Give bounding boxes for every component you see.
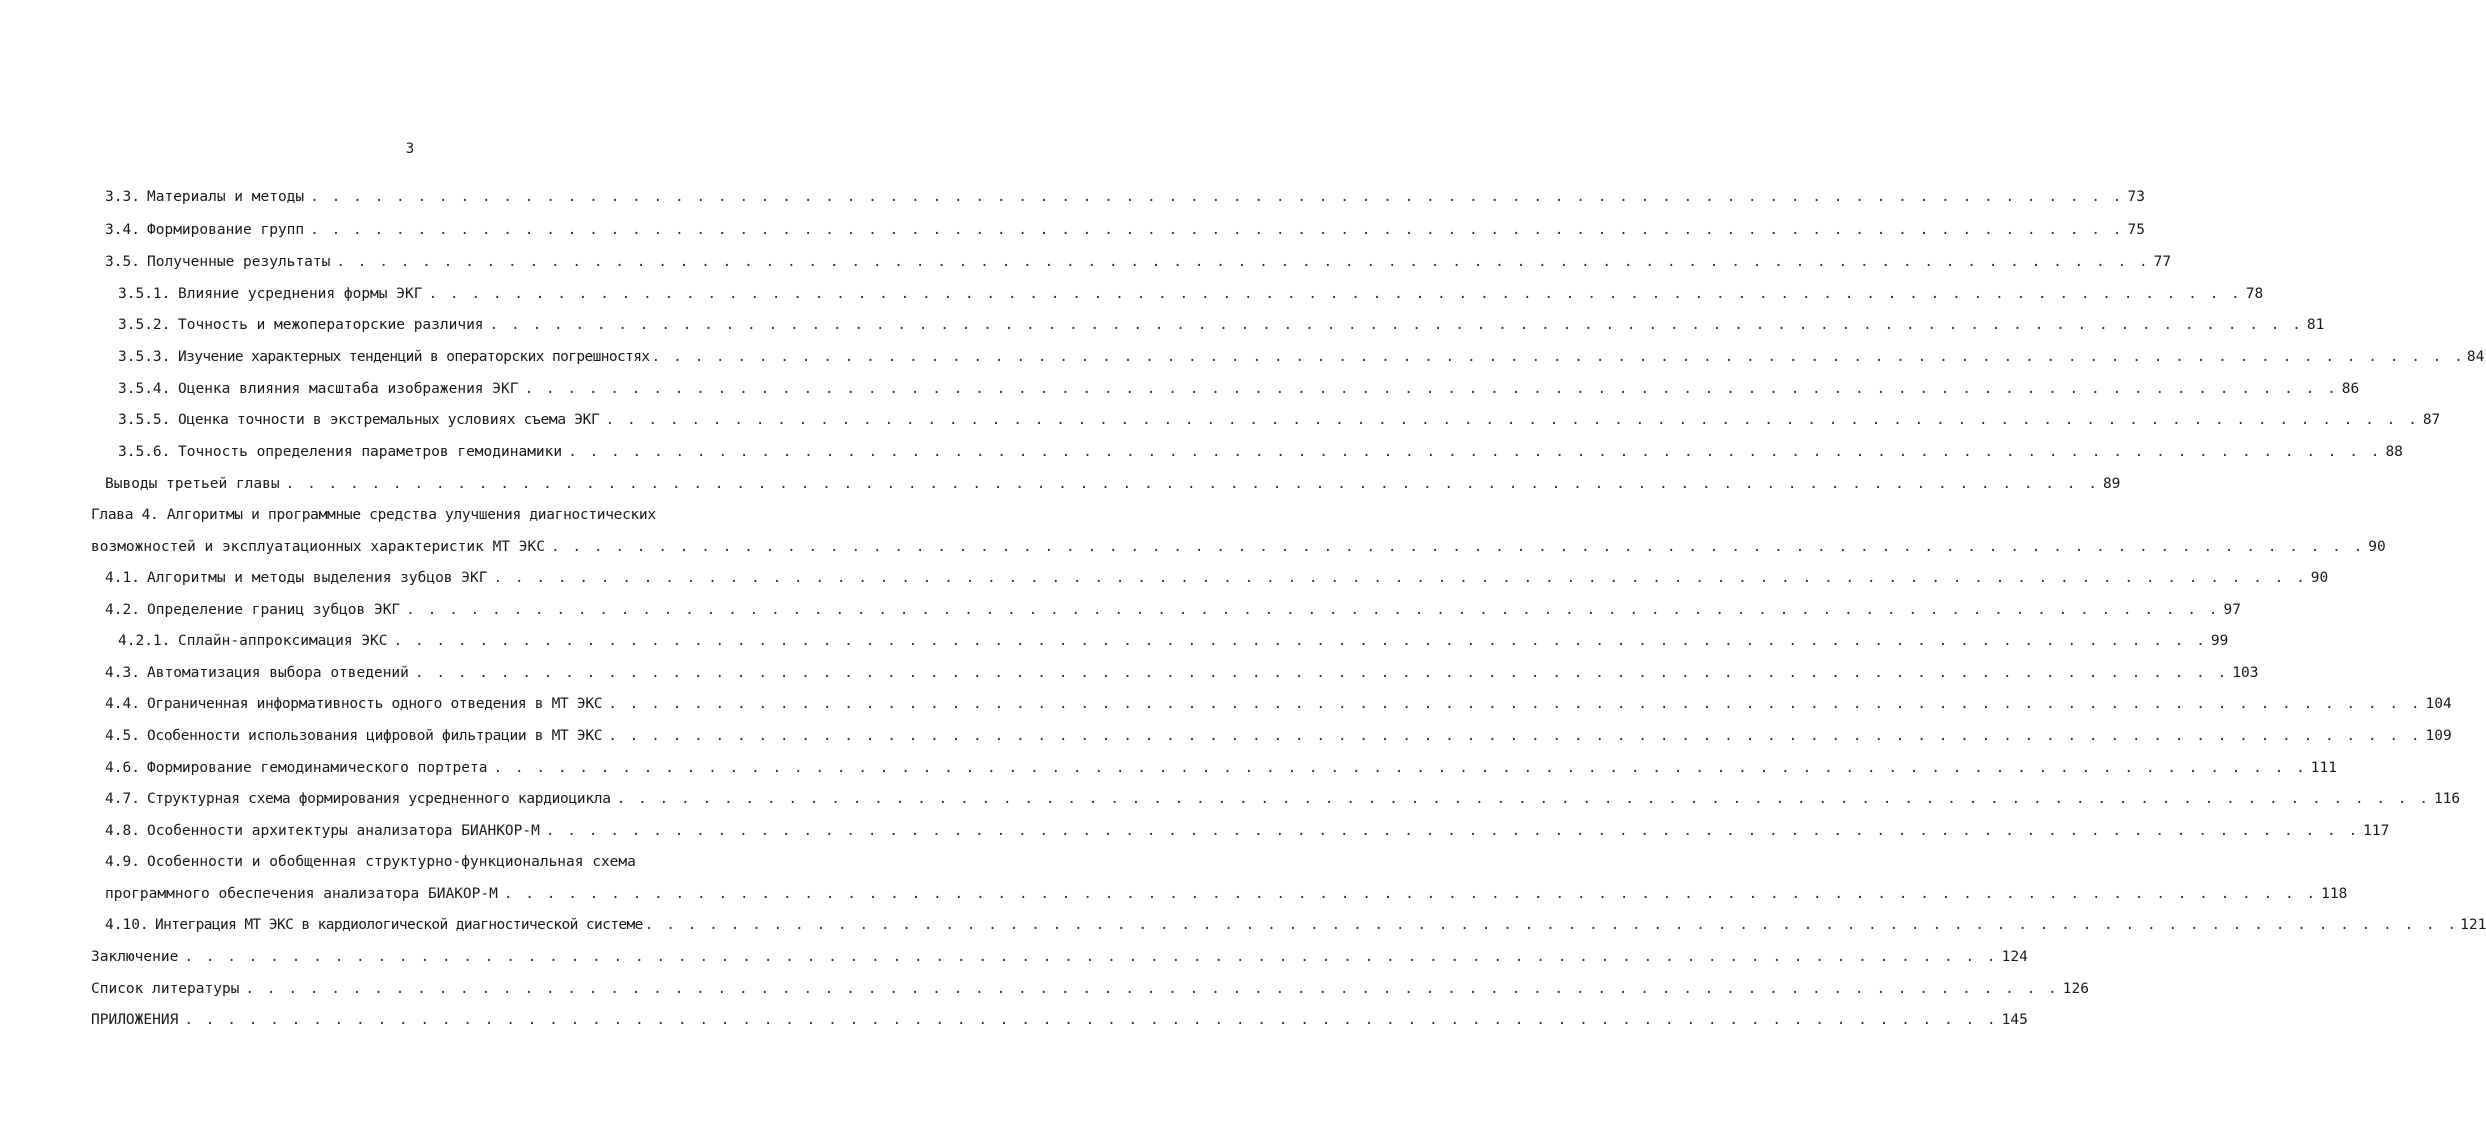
toc-entry: [105, 724, 2452, 748]
toc-entry-title: Формирование групп: [147, 222, 305, 238]
toc-entry: [105, 882, 2348, 906]
toc-entry-page: 89: [2102, 476, 2121, 492]
toc-entry-number: 4.2.1.: [118, 633, 171, 649]
toc-entry: [91, 945, 2028, 969]
toc-entry-page: 99: [2210, 633, 2229, 649]
toc-entry-page: 118: [2321, 886, 2348, 902]
toc-entry: [118, 282, 2264, 306]
toc-entry-title: Сплайн-аппроксимация ЭКС: [178, 633, 388, 649]
dot-leader: [617, 787, 2430, 811]
toc-entry-title: Структурная схема формирования усредненного кардиоцикла: [147, 791, 611, 807]
toc-entry-number: 4.4.: [105, 696, 140, 712]
dot-leader: [504, 882, 2317, 906]
chapter-title: Глава 4. Алгоритмы и программные средства улучшения диагностических: [91, 507, 656, 523]
toc-entry-title: Оценка влияния масштаба изображения ЭКГ: [178, 381, 519, 397]
toc-entry-page: 90: [2310, 570, 2329, 586]
dot-leader: [608, 692, 2421, 716]
toc-entry: [105, 250, 2172, 274]
toc-entry: [105, 566, 2329, 590]
toc-entry-page: 109: [2425, 728, 2452, 744]
toc-entry-number: 3.5.6.: [118, 444, 171, 460]
toc-entry-title: Особенности архитектуры анализатора БИАНКОР-М: [147, 823, 540, 839]
toc-entry-page: 124: [2001, 949, 2028, 965]
dot-leader: [490, 313, 2303, 337]
toc-entry-title: Автоматизация выбора отведений: [147, 665, 409, 681]
toc-entry-title: ПРИЛОЖЕНИЯ: [91, 1012, 179, 1028]
toc-entry-number: 4.8.: [105, 823, 140, 839]
toc-entry-title: Определение границ зубцов ЭКГ: [147, 602, 401, 618]
toc-entry-title: Изучение характерных тенденций в операторских погрешностях: [178, 349, 650, 365]
dot-leader: [645, 913, 2458, 937]
toc-entry-number: 3.4.: [105, 222, 140, 238]
dot-leader: [310, 218, 2123, 242]
toc-entry-page: 77: [2153, 254, 2172, 270]
toc-entry: [91, 977, 2089, 1001]
toc-entry-page: 97: [2223, 602, 2241, 618]
toc-entry-number: 4.3.: [105, 665, 140, 681]
toc-entry: [118, 440, 2403, 464]
dot-leader: [286, 472, 2099, 496]
toc-entry-page: 81: [2306, 317, 2325, 333]
toc-entry-title: Точность и межоператорские различия: [178, 317, 484, 333]
dot-leader: [608, 724, 2421, 748]
toc-entry-title: Интеграция МТ ЭКС в кардиологической диагностической системе: [155, 917, 643, 933]
toc-entry-page: 73: [2127, 189, 2145, 205]
toc-entry-page: 104: [2425, 696, 2452, 712]
dot-leader: [428, 282, 2241, 306]
toc-entry-page: 117: [2363, 823, 2390, 839]
toc-entry-title: Ограниченная информативность одного отведения в МТ ЭКС: [147, 696, 603, 712]
toc-entry-number: 3.5.1.: [118, 286, 171, 302]
dot-leader: [652, 345, 2465, 369]
toc-entry-number: 4.1.: [105, 570, 140, 586]
toc-entry-title: Влияние усреднения формы ЭКГ: [178, 286, 423, 302]
toc-entry-page: 86: [2341, 381, 2360, 397]
toc-entry-page: 78: [2245, 286, 2264, 302]
toc-entry-title: Формирование гемодинамического портрета: [147, 760, 488, 776]
toc-entry: [91, 535, 2386, 559]
toc-entry: [91, 1008, 2028, 1032]
toc-entry: [105, 787, 2461, 811]
toc-entry-number: 4.2.: [105, 602, 140, 618]
toc-entry-number: 4.10.: [105, 917, 149, 933]
toc-entry-page: 121: [2460, 917, 2486, 933]
toc-entry-title: Выводы третьей главы: [105, 476, 280, 492]
toc-entry-page: 111: [2310, 760, 2337, 776]
toc-entry-page: 145: [2001, 1012, 2028, 1028]
toc-entry-page: 90: [2368, 539, 2386, 555]
toc-entry-page: 126: [2062, 981, 2089, 997]
toc-entry: [105, 913, 2486, 937]
toc-entry: [105, 692, 2452, 716]
page-number: 3: [405, 141, 415, 157]
toc-entry: [105, 472, 2121, 496]
toc-entry-page: 116: [2433, 791, 2461, 807]
toc-entry-title: Заключение: [91, 949, 179, 965]
toc-entry-title: Список литературы: [91, 981, 240, 997]
toc-entry-number: 3.5.5.: [118, 412, 171, 428]
dot-leader: [493, 756, 2306, 780]
toc-entry: [105, 598, 2241, 622]
dot-leader: [568, 440, 2381, 464]
toc-entry-number: 4.6.: [105, 760, 140, 776]
toc-entry-title: Особенности использования цифровой фильтрации в МТ ЭКС: [147, 728, 603, 744]
dot-leader: [546, 819, 2359, 843]
toc-entry-number: 3.5.: [105, 254, 140, 270]
toc-entry: [118, 345, 2485, 369]
toc-entry-title: Полученные результаты: [147, 254, 331, 270]
toc-entry: [105, 661, 2259, 685]
toc-entry-number: 3.3.: [105, 189, 140, 205]
toc-entry-number: 3.5.3.: [118, 349, 171, 365]
toc-entry-title: Особенности и обобщенная структурно-функциональная схема: [147, 854, 636, 870]
dot-leader: [336, 250, 2149, 274]
toc-entry-page: 87: [2422, 412, 2441, 428]
dot-leader: [310, 185, 2123, 209]
dot-leader: [524, 377, 2337, 401]
toc-entry: [105, 218, 2145, 242]
dot-leader: [415, 661, 2228, 685]
toc-entry-title: Оценка точности в экстремальных условиях съема ЭКГ: [178, 412, 600, 428]
toc-entry-title: возможностей и эксплуатационных характеристик МТ ЭКС: [91, 539, 545, 555]
toc-entry: [105, 819, 2390, 843]
toc-entry: [105, 185, 2145, 209]
toc-entry-first-line: [105, 850, 636, 874]
toc-entry: [118, 629, 2229, 653]
toc-entry: [118, 377, 2360, 401]
toc-entry-title: Материалы и методы: [147, 189, 305, 205]
toc-entry-page: 88: [2385, 444, 2403, 460]
toc-entry-page: 103: [2232, 665, 2259, 681]
toc-entry-number: 4.9.: [105, 854, 140, 870]
toc-entry: [105, 756, 2337, 780]
dot-leader: [551, 535, 2364, 559]
dot-leader: [606, 408, 2419, 432]
dot-leader: [245, 977, 2058, 1001]
toc-entry-number: 4.5.: [105, 728, 140, 744]
dot-leader: [394, 629, 2207, 653]
toc-entry-page: 84: [2466, 349, 2485, 365]
toc-entry-title: Точность определения параметров гемодинамики: [178, 444, 563, 460]
toc-entry-title: программного обеспечения анализатора БИАКОР-М: [105, 886, 498, 902]
dot-leader: [184, 1008, 1997, 1032]
toc-entry: [118, 313, 2325, 337]
toc-entry-number: 4.7.: [105, 791, 140, 807]
dot-leader: [493, 566, 2306, 590]
dot-leader: [184, 945, 1997, 969]
toc-entry-title: Алгоритмы и методы выделения зубцов ЭКГ: [147, 570, 488, 586]
toc-entry: [118, 408, 2441, 432]
toc-entry-number: 3.5.2.: [118, 317, 171, 333]
toc-entry-number: 3.5.4.: [118, 381, 171, 397]
dot-leader: [406, 598, 2219, 622]
toc-entry-page: 75: [2127, 222, 2145, 238]
